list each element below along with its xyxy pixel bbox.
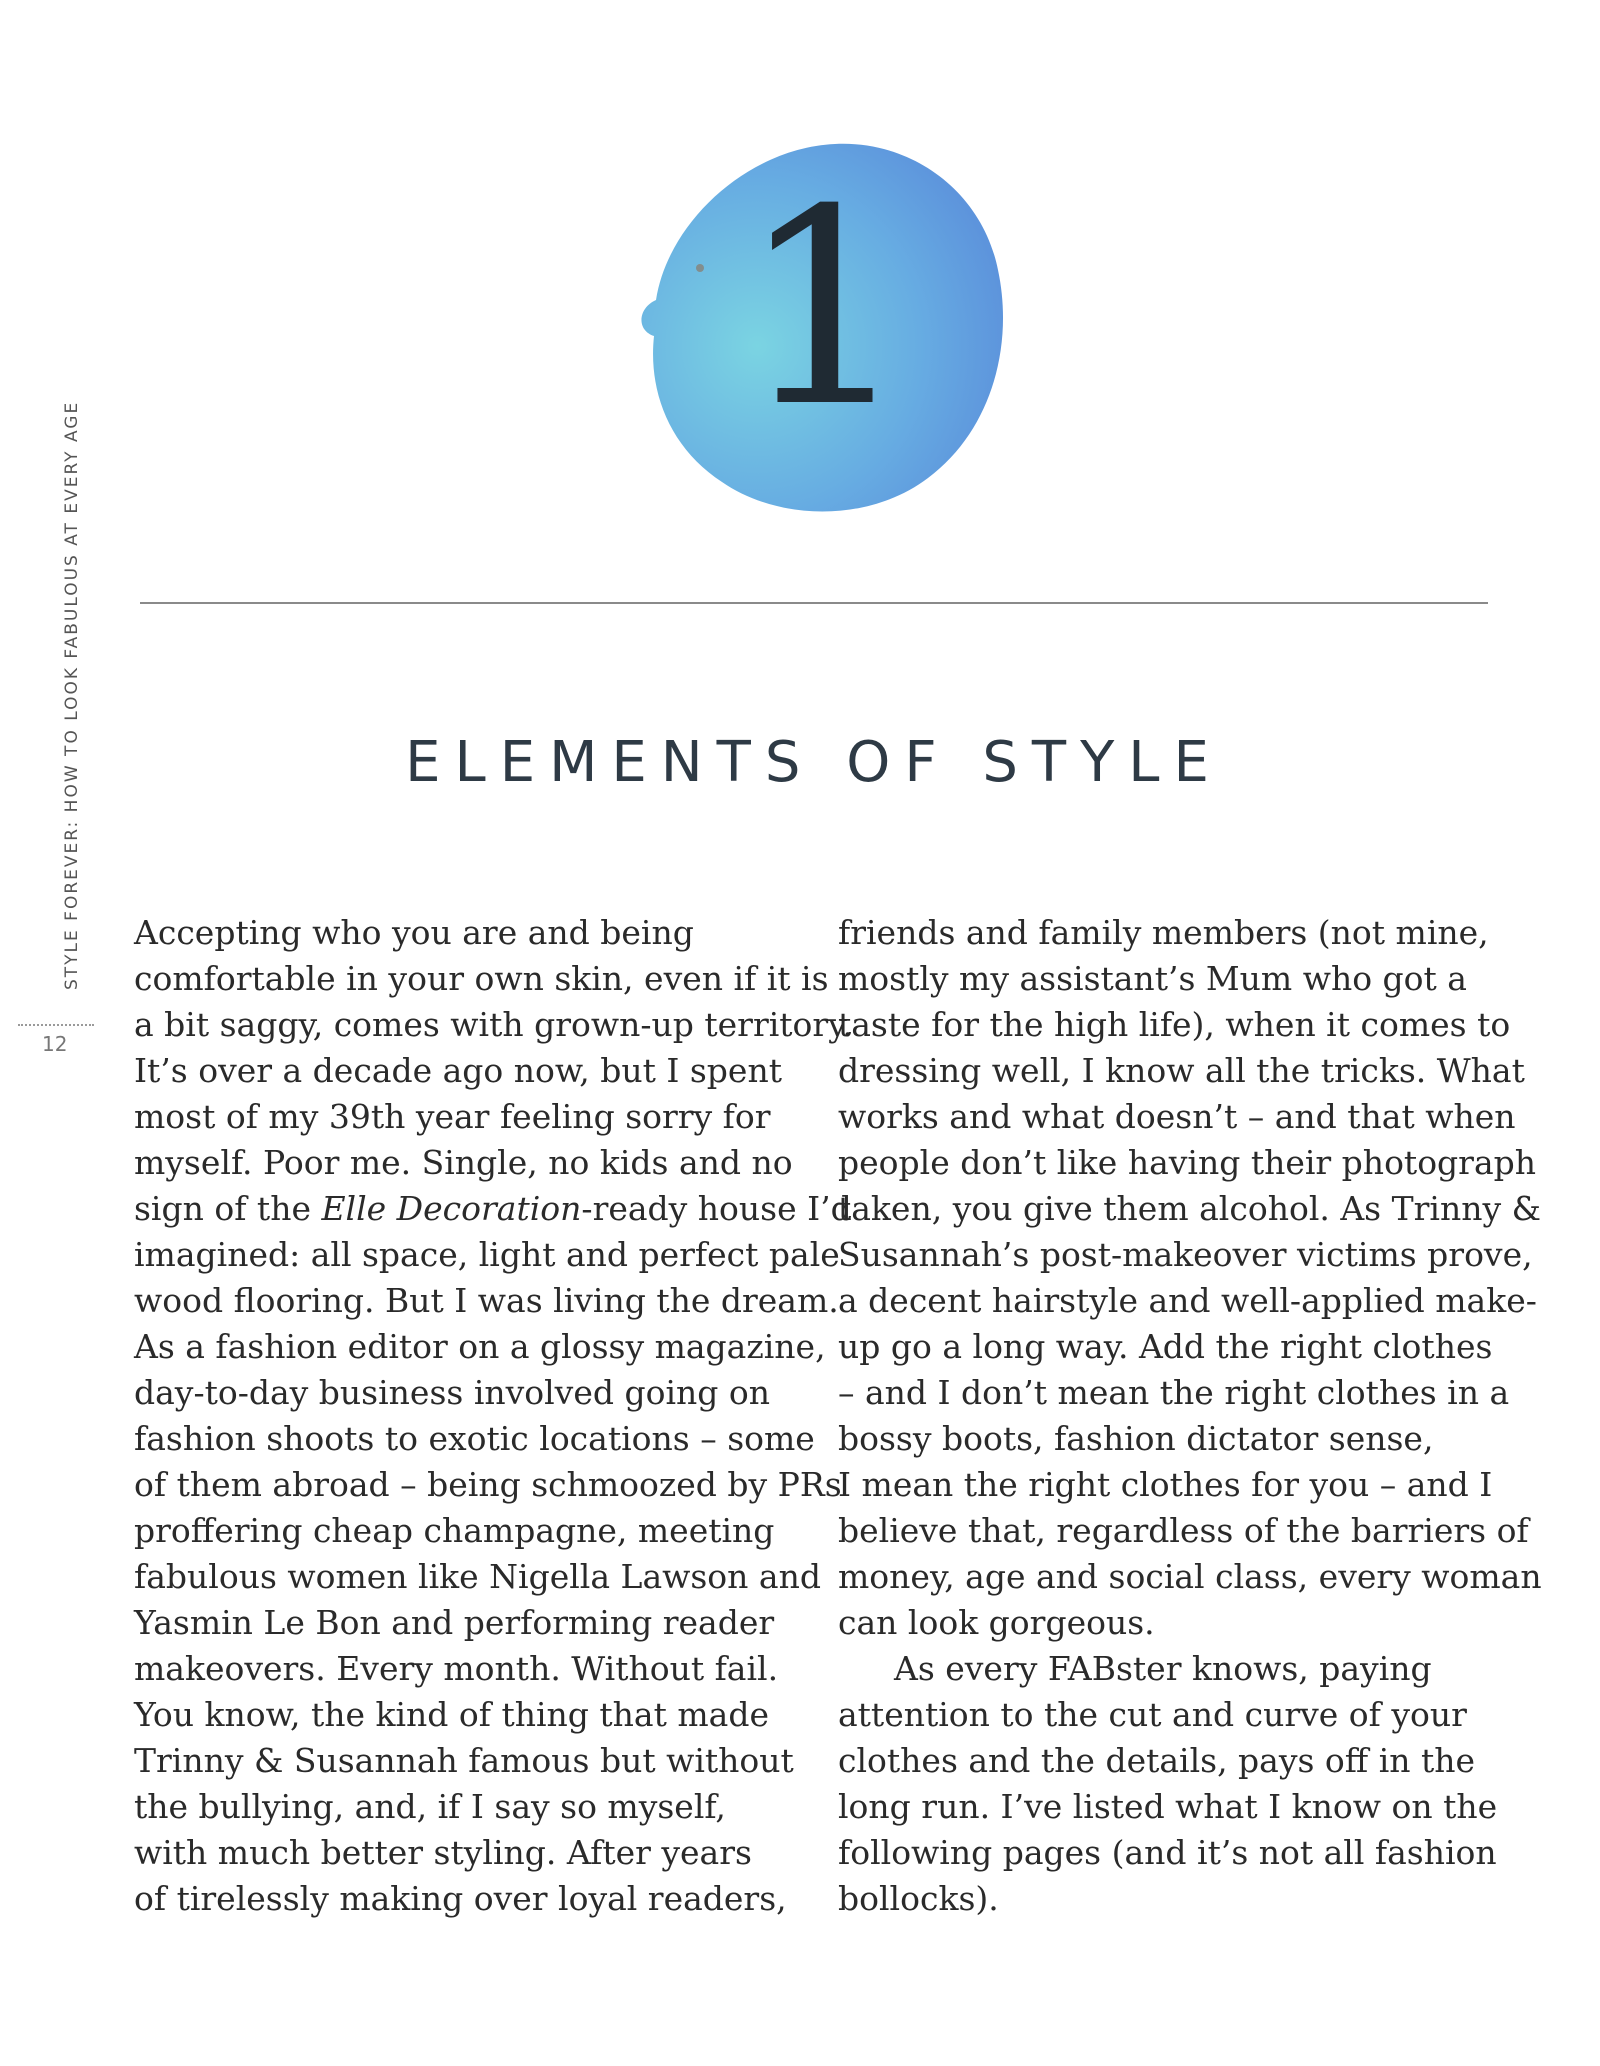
- chapter-number: 1: [739, 151, 911, 466]
- body-text-line: with much better styling. After years: [134, 1833, 752, 1872]
- body-text-line: You know, the kind of thing that made: [134, 1695, 769, 1734]
- body-text-line: [134, 1186, 852, 1232]
- body-text-line: Yasmin Le Bon and performing reader: [134, 1603, 775, 1642]
- body-text-line: Susannah’s post-makeover victims prove,: [838, 1235, 1533, 1274]
- body-column-right: [838, 910, 1542, 1922]
- chapter-title: ELEMENTS OF STYLE: [405, 730, 1223, 795]
- body-text-line: of tirelessly making over loyal readers,: [134, 1879, 787, 1918]
- body-text-line: As a fashion editor on a glossy magazine,: [134, 1327, 826, 1366]
- page-number: 12: [42, 1032, 68, 1056]
- body-text-line: taken, you give them alcohol. As Trinny &: [838, 1189, 1541, 1228]
- body-text-line: long run. I’ve listed what I know on the: [838, 1787, 1498, 1826]
- body-text-line: comfortable in your own skin, even if it is: [134, 959, 829, 998]
- body-text-line: friends and family members (not mine,: [838, 913, 1489, 952]
- body-text-line: It’s over a decade ago now, but I spent: [134, 1051, 782, 1090]
- body-column-left: [134, 910, 853, 1922]
- body-text-line: bossy boots, fashion dictator sense,: [838, 1419, 1434, 1458]
- body-text-line: clothes and the details, pays off in the: [838, 1741, 1476, 1780]
- body-text-line: of them abroad – being schmoozed by PRs: [134, 1465, 842, 1504]
- body-text-line: Trinny & Susannah famous but without: [134, 1741, 794, 1780]
- body-text-line: proffering cheap champagne, meeting: [134, 1511, 775, 1550]
- body-text-line: I mean the right clothes for you – and I: [838, 1465, 1493, 1504]
- body-text-line: works and what doesn’t – and that when: [838, 1097, 1516, 1136]
- body-text-line: can look gorgeous.: [838, 1603, 1155, 1642]
- body-text-line: a bit saggy, comes with grown-up territory.: [134, 1005, 853, 1044]
- body-text-line: – and I don’t mean the right clothes in a: [838, 1373, 1510, 1412]
- body-text-line: mostly my assistant’s Mum who got a: [838, 959, 1467, 998]
- body-text-line: day-to-day business involved going on: [134, 1373, 771, 1412]
- body-text-line: a decent hairstyle and well-applied make-: [838, 1281, 1537, 1320]
- body-text-line: following pages (and it’s not all fashion: [838, 1833, 1497, 1872]
- running-head: [62, 400, 82, 1000]
- body-text-run: sign of the: [134, 1189, 322, 1228]
- body-text-line: Accepting who you are and being: [134, 913, 694, 952]
- body-text-line: the bullying, and, if I say so myself,: [134, 1787, 726, 1826]
- magazine-title-italic: Elle Decoration: [321, 1189, 582, 1228]
- body-text-line: fabulous women like Nigella Lawson and: [134, 1557, 821, 1596]
- body-text-line: makeovers. Every month. Without fail.: [134, 1649, 779, 1688]
- body-text-line: most of my 39th year feeling sorry for: [134, 1097, 771, 1136]
- body-text-run: -ready house I’d: [581, 1189, 852, 1228]
- chapter-number-badge: [630, 130, 1020, 530]
- body-text-line: bollocks).: [838, 1879, 999, 1918]
- body-text-line: imagined: all space, light and perfect pale: [134, 1235, 840, 1274]
- body-text-line: As every FABster knows, paying: [894, 1649, 1432, 1688]
- body-text-line: attention to the cut and curve of your: [838, 1695, 1467, 1734]
- horizontal-rule: [140, 602, 1488, 604]
- folio-divider: [18, 1024, 94, 1026]
- body-text-line: fashion shoots to exotic locations – some: [134, 1419, 815, 1458]
- body-text-line: believe that, regardless of the barriers of: [838, 1511, 1529, 1550]
- body-text-line: money, age and social class, every woman: [838, 1557, 1542, 1596]
- body-text-line: myself. Poor me. Single, no kids and no: [134, 1143, 793, 1182]
- body-text-line: taste for the high life), when it comes to: [838, 1005, 1511, 1044]
- running-head-text: STYLE FOREVER: HOW TO LOOK FABULOUS AT EVERY AGE: [62, 400, 82, 990]
- body-text-line: wood flooring. But I was living the dream.: [134, 1281, 839, 1320]
- body-text-line: people don’t like having their photograph: [838, 1143, 1537, 1182]
- body-text-line: up go a long way. Add the right clothes: [838, 1327, 1493, 1366]
- body-text-line: dressing well, I know all the tricks. What: [838, 1051, 1525, 1090]
